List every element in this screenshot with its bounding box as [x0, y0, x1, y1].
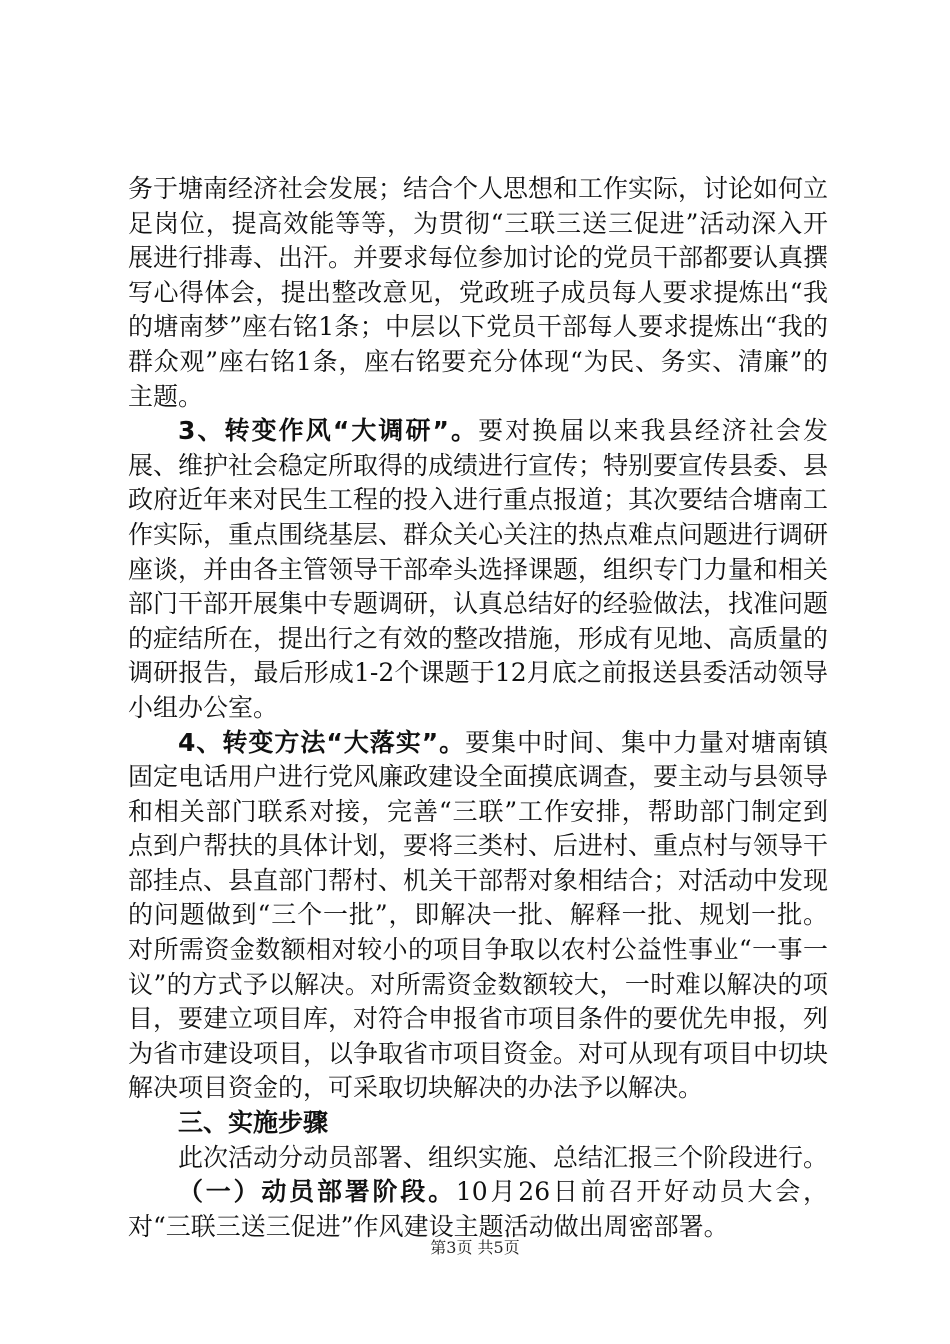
page-number-label: 第3页 共5页	[430, 1238, 520, 1257]
document-body	[128, 172, 828, 1244]
paragraph-stage-1	[128, 1175, 828, 1244]
paragraph-heading: 4、转变方法“大落实”。	[178, 727, 466, 757]
page-footer	[0, 1238, 950, 1258]
paragraph-heading: （一）动员部署阶段。	[178, 1177, 456, 1207]
paragraph-text: 要集中时间、集中力量对塘南镇固定电话用户进行党风廉政建设全面摸底调查，要主动与县领导和相关部门联系对接，完善“三联”工作安排，帮助部门制定到点到户帮扶的具体计划，要将三类村、后进村、重点村与领导干部挂点、县直部门帮村、机关干部帮对象相结合；对活动中发现的问题做到“三个一批”，即解决一批、解释一批、规划一批。对所需资金数额相对较小的项目争取以农村公益性事业“一事一议”的方式予以解决。对所需资金数额较大，一时难以解决的项目，要建立项目库，对符合申报省市项目条件的要优先申报，列为省市建设项目，以争取省市项目资金。对可从现有项目中切块解决项目资金的，可采取切块解决的办法予以解决。	[128, 727, 829, 1103]
paragraph-continuation	[128, 172, 828, 414]
paragraph-text: 此次活动分动员部署、组织实施、总结汇报三个阶段进行。	[178, 1142, 829, 1172]
paragraph-text: 务于塘南经济社会发展；结合个人思想和工作实际，讨论如何立足岗位，提高效能等等，为贯彻“三联三送三促进”活动深入开展进行排毒、出汗。并要求每位参加讨论的党员干部都要认真撰写心得体会，提出整改意见，党政班子成员每人要求提炼出“我的塘南梦”座右铭1条；中层以下党员干部每人要求提炼出“我的群众观”座右铭1条，座右铭要充分体现“为民、务实、清廉”的主题。	[128, 174, 829, 411]
section-heading-implementation	[128, 1106, 828, 1141]
paragraph-section-3	[128, 414, 828, 725]
paragraph-text: 要对换届以来我县经济社会发展、维护社会稳定所取得的成绩进行宣传；特别要宣传县委、县政府近年来对民生工程的投入进行重点报道；其次要结合塘南工作实际，重点围绕基层、群众关心关注的热点难点问题进行调研座谈，并由各主管领导干部牵头选择课题，组织专门力量和相关部门干部开展集中专题调研，认真总结好的经验做法，找准问题的症结所在，提出行之有效的整改措施，形成有见地、高质量的调研报告，最后形成1-2个课题于12月底之前报送县委活动领导小组办公室。	[128, 416, 829, 722]
paragraph-heading: 3、转变作风“大调研”。	[178, 416, 479, 446]
section-heading: 三、实施步骤	[178, 1108, 329, 1138]
paragraph-section-4	[128, 726, 828, 1107]
paragraph-text: 10月26日前召开好动员大会，对“三联三送三促进”作风建设主题活动做出周密部署。	[128, 1177, 828, 1241]
paragraph-stages-intro	[128, 1141, 828, 1176]
